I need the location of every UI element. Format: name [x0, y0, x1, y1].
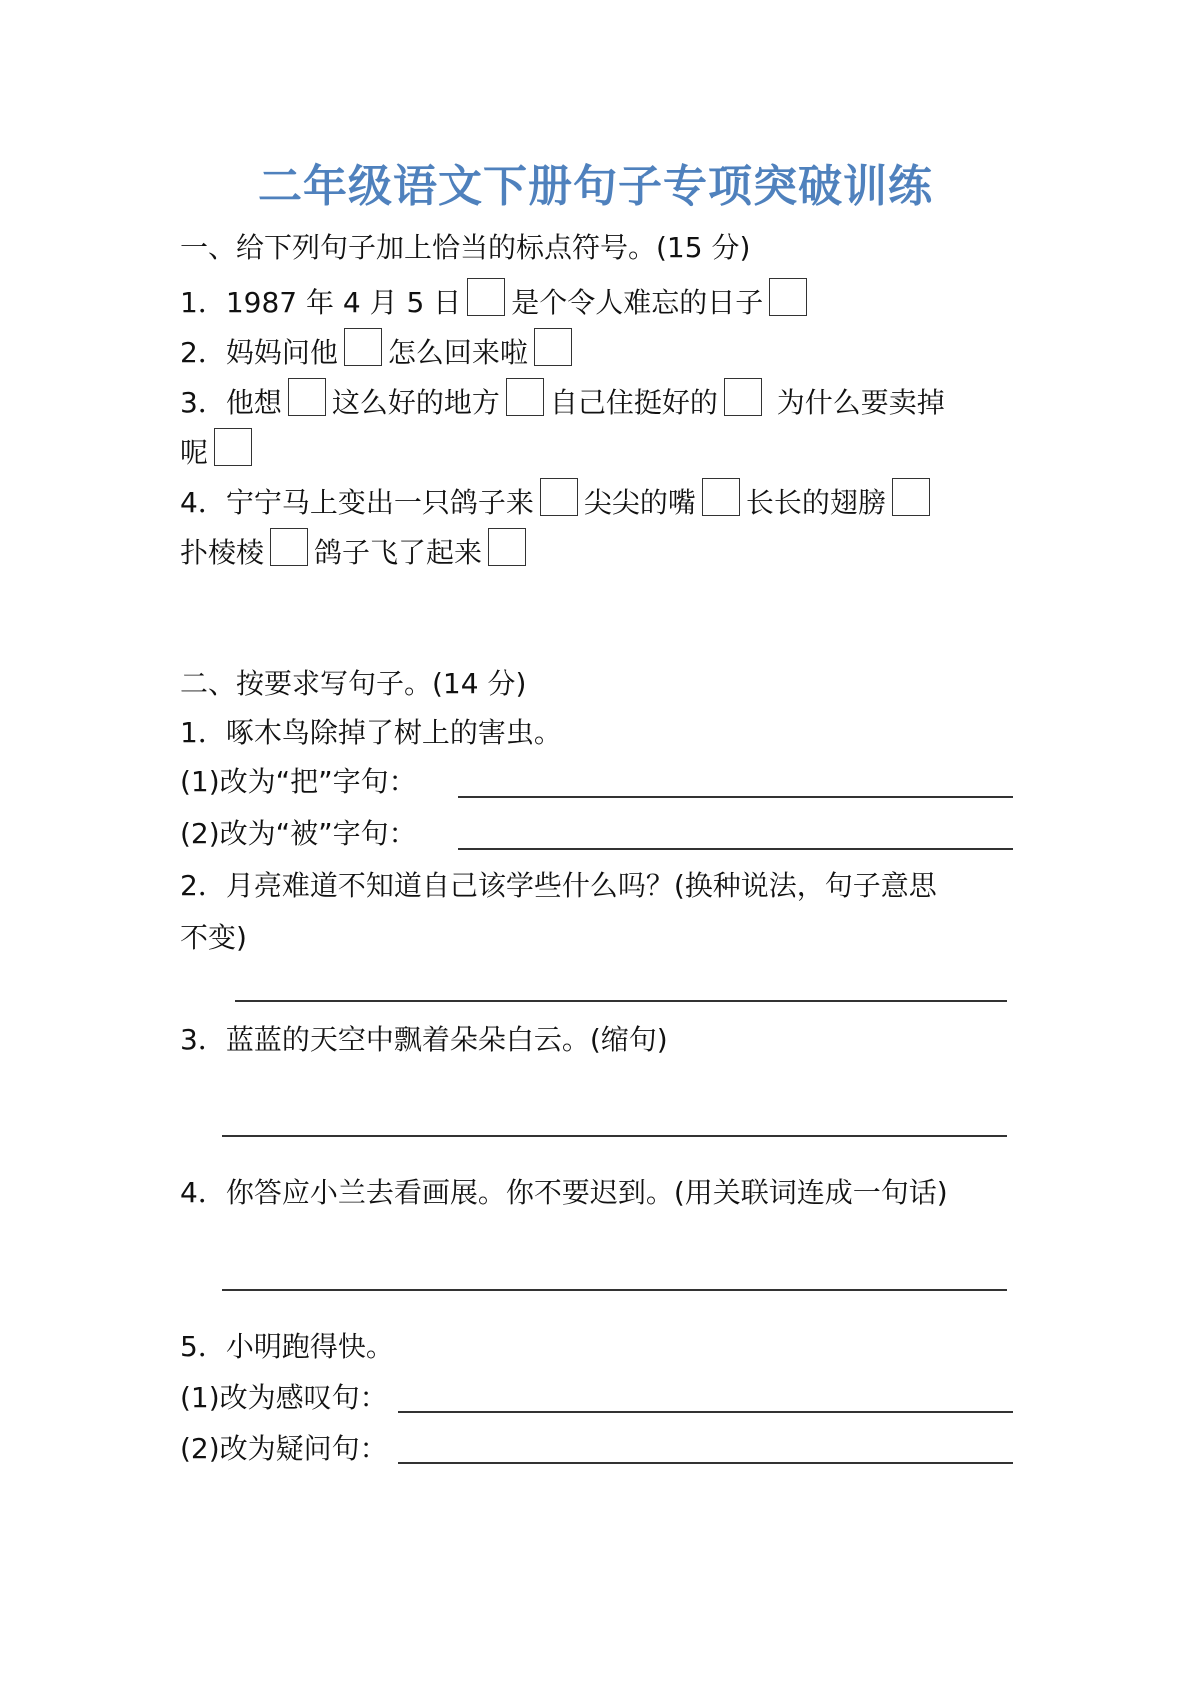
s1-question-4	[180, 478, 936, 523]
answer-line[interactable]	[398, 1462, 1013, 1464]
punctuation-box[interactable]	[488, 528, 526, 566]
q-text: 长长的翅膀	[745, 486, 886, 519]
q-text: 怎么回来啦	[387, 336, 528, 369]
punctuation-box[interactable]	[467, 278, 505, 316]
punctuation-box[interactable]	[702, 478, 740, 516]
q-text: 妈妈问他	[225, 336, 338, 369]
punctuation-box[interactable]	[534, 328, 572, 366]
answer-line[interactable]	[458, 796, 1013, 798]
q-text: 1987 年 4 月 5 日	[225, 286, 462, 319]
answer-line[interactable]	[398, 1411, 1013, 1413]
q-text: 这么好的地方	[331, 386, 500, 419]
q-text: 他想	[225, 386, 282, 419]
punctuation-box[interactable]	[724, 378, 762, 416]
answer-line[interactable]	[458, 848, 1013, 850]
answer-line[interactable]	[222, 1289, 1007, 1291]
q-text: 尖尖的嘴	[583, 486, 696, 519]
q-text: 宁宁马上变出一只鸽子来	[225, 486, 534, 519]
s2-question-4: 4．你答应小兰去看画展。你不要迟到。(用关联词连成一句话)	[180, 1176, 948, 1209]
s2-q1-sub1	[180, 762, 417, 802]
page-title: 二年级语文下册句子专项突破训练	[258, 161, 933, 212]
punctuation-box[interactable]	[892, 478, 930, 516]
s1-question-1	[180, 278, 813, 323]
q-text: 呢	[180, 436, 209, 469]
s2-question-1: 1．啄木鸟除掉了树上的害虫。	[180, 716, 562, 749]
s2-question-2-cont: 不变)	[180, 921, 247, 954]
q-number: 1．	[180, 286, 226, 319]
section2-heading: 二、按要求写句子。(14 分)	[180, 667, 527, 700]
s2-q1-sub2	[180, 814, 417, 854]
s2-q5-sub2	[180, 1429, 388, 1469]
q-number: 2．	[180, 336, 226, 369]
sub-label: (1)改为感叹句：	[180, 1381, 388, 1414]
section1-heading: 一、给下列句子加上恰当的标点符号。(15 分)	[180, 231, 751, 264]
q-number: 3．	[180, 386, 226, 419]
q-number: 4．	[180, 486, 226, 519]
punctuation-box[interactable]	[270, 528, 308, 566]
q-text: 为什么要卖掉	[776, 386, 945, 419]
q-text: 是个令人难忘的日子	[511, 286, 764, 319]
s2-q5-sub1	[180, 1378, 388, 1418]
punctuation-box[interactable]	[506, 378, 544, 416]
punctuation-box[interactable]	[214, 428, 252, 466]
s1-question-3-cont	[180, 428, 258, 473]
answer-line[interactable]	[235, 1000, 1007, 1002]
s1-question-4-cont	[180, 528, 532, 573]
punctuation-box[interactable]	[769, 278, 807, 316]
sub-label: (1)改为“把”字句：	[180, 765, 417, 798]
s2-question-3: 3．蓝蓝的天空中飘着朵朵白云。(缩句)	[180, 1023, 668, 1056]
q-text: 自己住挺好的	[549, 386, 718, 419]
q-text: 鸽子飞了起来	[314, 536, 483, 569]
s2-question-5: 5．小明跑得快。	[180, 1330, 394, 1363]
s1-question-2	[180, 328, 578, 373]
punctuation-box[interactable]	[344, 328, 382, 366]
s1-question-3	[180, 378, 945, 423]
q-text: 扑棱棱	[180, 536, 265, 569]
s2-question-2: 2．月亮难道不知道自己该学些什么吗？(换种说法，句子意思	[180, 869, 937, 902]
sub-label: (2)改为“被”字句：	[180, 817, 417, 850]
punctuation-box[interactable]	[288, 378, 326, 416]
sub-label: (2)改为疑问句：	[180, 1432, 388, 1465]
answer-line[interactable]	[222, 1135, 1007, 1137]
punctuation-box[interactable]	[540, 478, 578, 516]
